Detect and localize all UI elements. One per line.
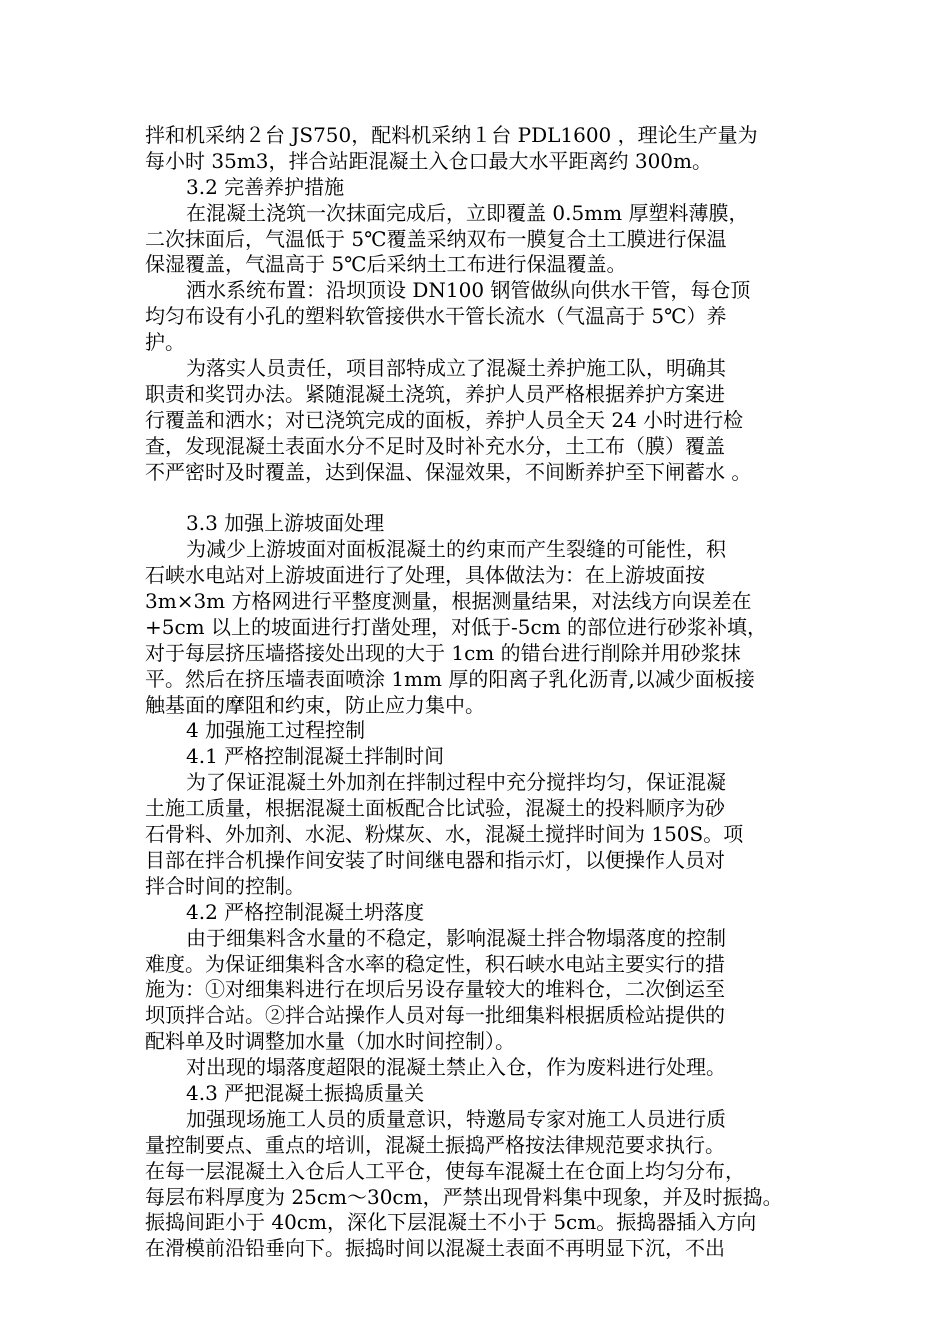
text-line: 在每一层混凝土入仓后人工平仓，使每车混凝土在仓面上均匀分布， <box>145 1158 745 1183</box>
text-line: 量控制要点、重点的培训，混凝土振捣严格按法律规范要求执行。 <box>145 1132 725 1157</box>
text-line: 4.3 严把混凝土振捣质量关 <box>186 1080 425 1105</box>
text-line: 加强现场施工人员的质量意识，特邀局专家对施工人员进行质 <box>186 1106 726 1131</box>
text-line: 洒水系统布置：沿坝顶设 DN100 钢管做纵向供水干管，每仓顶 <box>186 278 751 303</box>
text-line: 触基面的摩阻和约束，防止应力集中。 <box>145 692 485 717</box>
text-line: 4 加强施工过程控制 <box>186 718 366 743</box>
text-line: 每小时 35m3，拌合站距混凝土入仓口最大水平距离约 300m。 <box>145 148 712 173</box>
text-line: 石峡水电站对上游坡面进行了处理，具体做法为：在上游坡面按 <box>145 563 705 588</box>
text-line: 二次抹面后，气温低于 5℃覆盖采纳双布一膜复合土工膜进行保温 <box>145 226 727 251</box>
text-line: 职责和奖罚办法。紧随混凝土浇筑，养护人员严格根据养护方案进 <box>145 381 725 406</box>
blank-line <box>145 485 813 511</box>
text-line: 为落实人员责任，项目部特成立了混凝土养护施工队，明确其 <box>186 356 726 381</box>
text-line: 坝顶拌合站。②拌合站操作人员对每一批细集料根据质检站提供的 <box>145 1003 725 1028</box>
text-line: 为了保证混凝土外加剂在拌制过程中充分搅拌均匀，保证混凝 <box>186 770 726 795</box>
text-line: 4.2 严格控制混凝土坍落度 <box>186 899 425 924</box>
text-line: 难度。为保证细集料含水率的稳定性，积石峡水电站主要实行的措 <box>145 951 725 976</box>
text-line: 查，发现混凝土表面水分不足时及时补充水分，土工布（膜）覆盖 <box>145 433 725 458</box>
text-line: 保湿覆盖，气温高于 5℃后采纳土工布进行保温覆盖。 <box>145 252 627 277</box>
text-line: 3.3 加强上游坡面处理 <box>186 511 385 536</box>
text-line: 拌合时间的控制。 <box>145 873 305 898</box>
text-line: 拌和机采纳２台 JS750，配料机采纳１台 PDL1600 ，理论生产量为 <box>145 123 758 147</box>
text-line: 每层布料厚度为 25cm～30cm，严禁出现骨料集中现象，并及时振捣。 <box>145 1184 783 1209</box>
text-line: +5cm 以上的坡面进行打凿处理，对低于-5cm 的部位进行砂浆补填， <box>145 614 768 639</box>
text-line: 在混凝土浇筑一次抹面完成后，立即覆盖 0.5mm 厚塑料薄膜， <box>186 200 749 225</box>
text-line: 由于细集料含水量的不稳定，影响混凝土拌合物塌落度的控制 <box>186 925 726 950</box>
text-line: 振捣间距小于 40cm，深化下层混凝土不小于 5cm。振捣器插入方向 <box>145 1210 757 1235</box>
document-body <box>145 123 813 1262</box>
text-line: 在滑模前沿铅垂向下。振捣时间以混凝土表面不再明显下沉，不出 <box>145 1236 725 1261</box>
text-line: 护。 <box>145 330 185 355</box>
text-line: 为减少上游坡面对面板混凝土的约束而产生裂缝的可能性，积 <box>186 537 726 562</box>
text-line: 行覆盖和洒水；对已浇筑完成的面板，养护人员全天 24 小时进行检 <box>145 407 744 432</box>
text-line: 目部在拌合机操作间安装了时间继电器和指示灯，以便操作人员对 <box>145 847 725 872</box>
text-line: 对于每层挤压墙搭接处出现的大于 1cm 的错台进行削除并用砂浆抹 <box>145 640 741 665</box>
text-line: 均匀布设有小孔的塑料软管接供水干管长流水（气温高于 5℃）养 <box>145 304 727 329</box>
text-line: 平。然后在挤压墙表面喷涂 1mm 厚的阳离子乳化沥青,以减少面板接 <box>145 666 755 691</box>
text-line: 不严密时及时覆盖，达到保温、保湿效果，不间断养护至下闸蓄水 。 <box>145 459 752 484</box>
text-line: 3.2 完善养护措施 <box>186 174 345 199</box>
text-line: 石骨料、外加剂、水泥、粉煤灰、水，混凝土搅拌时间为 150S。项 <box>145 822 744 847</box>
text-line: 施为：①对细集料进行在坝后另设存量较大的堆料仓，二次倒运至 <box>145 977 725 1002</box>
text-line: 对出现的塌落度超限的混凝土禁止入仓，作为废料进行处理。 <box>186 1055 726 1080</box>
text-line: 4.1 严格控制混凝土拌制时间 <box>186 744 445 769</box>
text-line: 土施工质量，根据混凝土面板配合比试验，混凝土的投料顺序为砂 <box>145 796 725 821</box>
text-line: 配料单及时调整加水量（加水时间控制）。 <box>145 1029 515 1054</box>
text-line: 3m×3m 方格网进行平整度测量，根据测量结果，对法线方向误差在 <box>145 589 752 614</box>
